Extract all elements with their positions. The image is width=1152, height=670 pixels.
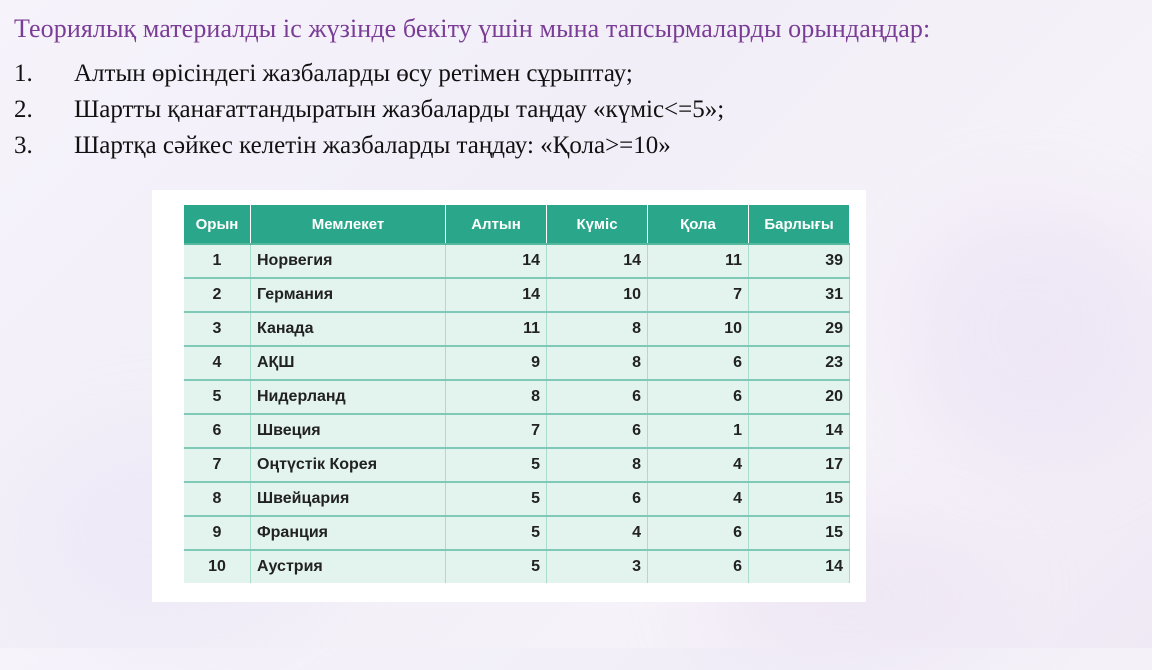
cell-country: Аустрия (251, 550, 446, 583)
cell-rank: 7 (184, 448, 251, 482)
cell-silver: 3 (547, 550, 648, 583)
cell-country: Швейцария (251, 482, 446, 516)
cell-silver: 8 (547, 346, 648, 380)
table-row (184, 414, 850, 448)
cell-rank: 6 (184, 414, 251, 448)
table-row (184, 482, 850, 516)
cell-country: АҚШ (251, 346, 446, 380)
table-row (184, 312, 850, 346)
task-item (14, 128, 724, 164)
table-row (184, 550, 850, 583)
cell-bronze: 6 (648, 550, 749, 583)
task-list (14, 56, 724, 164)
cell-bronze: 6 (648, 380, 749, 414)
cell-country: Германия (251, 278, 446, 312)
cell-total: 20 (749, 380, 850, 414)
cell-rank: 3 (184, 312, 251, 346)
cell-total: 23 (749, 346, 850, 380)
cell-rank: 5 (184, 380, 251, 414)
cell-bronze: 4 (648, 482, 749, 516)
header-silver: Күміс (547, 205, 648, 244)
task-number: 2. (14, 96, 33, 123)
cell-bronze: 6 (648, 516, 749, 550)
header-rank: Орын (184, 205, 251, 244)
cell-bronze: 11 (648, 244, 749, 278)
cell-rank: 10 (184, 550, 251, 583)
cell-silver: 6 (547, 414, 648, 448)
cell-gold: 5 (446, 516, 547, 550)
cell-gold: 8 (446, 380, 547, 414)
header-bronze: Қола (648, 205, 749, 244)
table-row (184, 346, 850, 380)
medal-table (184, 205, 850, 583)
cell-country: Швеция (251, 414, 446, 448)
cell-rank: 2 (184, 278, 251, 312)
cell-country: Франция (251, 516, 446, 550)
cell-gold: 7 (446, 414, 547, 448)
cell-total: 17 (749, 448, 850, 482)
cell-silver: 4 (547, 516, 648, 550)
task-item (14, 92, 724, 128)
cell-silver: 6 (547, 380, 648, 414)
task-text: Алтын өрісіндегі жазбаларды өсу ретімен сұрыптау; (74, 60, 633, 87)
header-gold: Алтын (446, 205, 547, 244)
cell-gold: 5 (446, 550, 547, 583)
cell-silver: 14 (547, 244, 648, 278)
cell-rank: 4 (184, 346, 251, 380)
cell-total: 14 (749, 414, 850, 448)
cell-gold: 11 (446, 312, 547, 346)
table-row (184, 244, 850, 278)
cell-rank: 1 (184, 244, 251, 278)
cell-gold: 5 (446, 482, 547, 516)
cell-total: 29 (749, 312, 850, 346)
cell-total: 15 (749, 516, 850, 550)
cell-silver: 10 (547, 278, 648, 312)
table-row (184, 278, 850, 312)
cell-gold: 5 (446, 448, 547, 482)
table-header-row (184, 205, 850, 244)
cell-total: 15 (749, 482, 850, 516)
cell-country: Нидерланд (251, 380, 446, 414)
cell-country: Норвегия (251, 244, 446, 278)
table-body (184, 244, 850, 583)
cell-gold: 14 (446, 244, 547, 278)
slide-heading: Теориялық материалды іс жүзінде бекіту үшін мына тапсырмаларды орындаңдар: (14, 14, 931, 43)
cell-bronze: 6 (648, 346, 749, 380)
cell-bronze: 4 (648, 448, 749, 482)
cell-total: 14 (749, 550, 850, 583)
table-row (184, 516, 850, 550)
cell-silver: 8 (547, 312, 648, 346)
cell-total: 39 (749, 244, 850, 278)
cell-silver: 8 (547, 448, 648, 482)
cell-rank: 9 (184, 516, 251, 550)
task-number: 3. (14, 132, 33, 159)
cell-gold: 9 (446, 346, 547, 380)
cell-bronze: 7 (648, 278, 749, 312)
cell-country: Оңтүстік Корея (251, 448, 446, 482)
task-item (14, 56, 724, 92)
table-row (184, 380, 850, 414)
header-country: Мемлекет (251, 205, 446, 244)
header-total: Барлығы (749, 205, 850, 244)
task-text: Шартты қанағаттандыратын жазбаларды таңдау «күміс<=5»; (74, 96, 725, 123)
table-row (184, 448, 850, 482)
task-text: Шартқа сәйкес келетін жазбаларды таңдау: «Қола>=10» (74, 132, 671, 159)
cell-gold: 14 (446, 278, 547, 312)
cell-bronze: 1 (648, 414, 749, 448)
task-number: 1. (14, 60, 33, 87)
cell-rank: 8 (184, 482, 251, 516)
cell-bronze: 10 (648, 312, 749, 346)
cell-total: 31 (749, 278, 850, 312)
cell-silver: 6 (547, 482, 648, 516)
medal-table-panel (152, 190, 866, 602)
background-blob (900, 200, 1152, 460)
cell-country: Канада (251, 312, 446, 346)
